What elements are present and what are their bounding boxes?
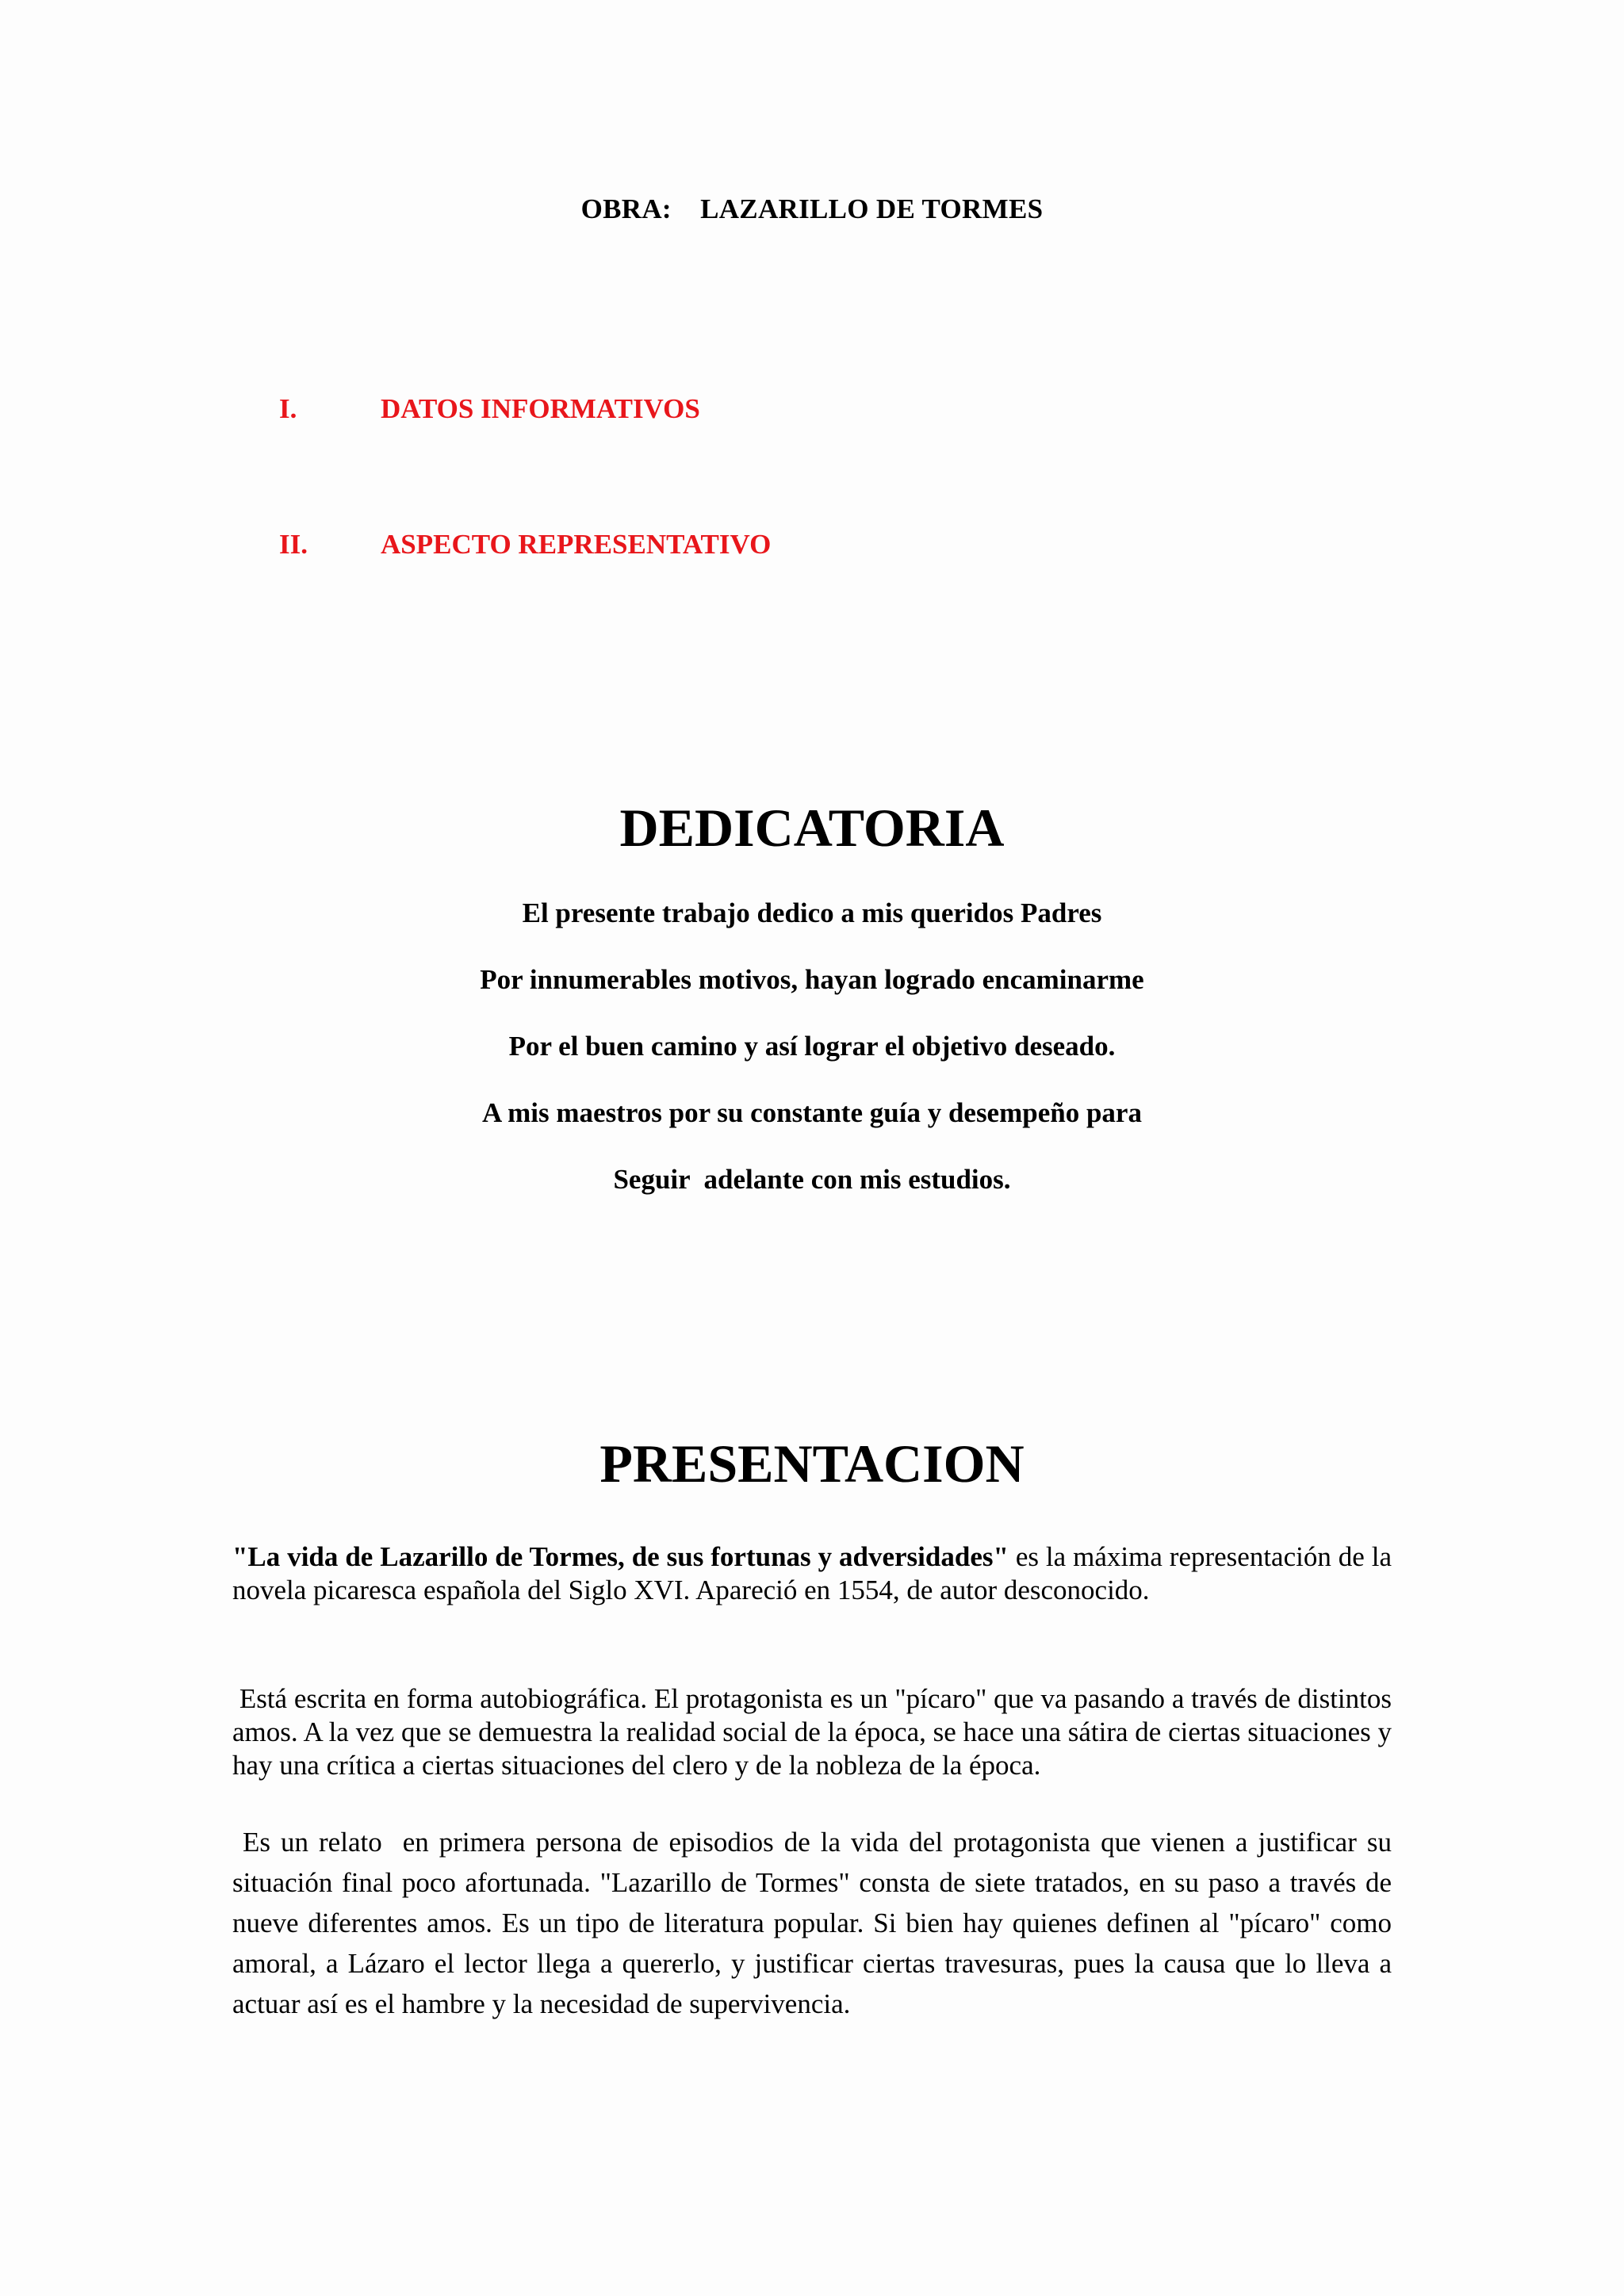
dedicatoria-heading: DEDICATORIA — [619, 798, 1005, 858]
dedicatoria-line: Por innumerables motivos, hayan logrado encaminarme — [480, 964, 1144, 995]
dedicatoria-line: A mis maestros por su constante guía y desempeño para — [482, 1097, 1142, 1128]
dedicatoria-line: Por el buen camino y así lograr el objetivo deseado. — [508, 1031, 1116, 1062]
book-title-bold: "La vida de Lazarillo de Tormes, de sus fortunas y adversidades" — [232, 1541, 1009, 1572]
section-label: ASPECTO REPRESENTATIVO — [381, 529, 772, 560]
dedicatoria-text — [0, 894, 1624, 1227]
section-number: I. — [279, 393, 297, 424]
presentacion-heading: PRESENTACION — [599, 1433, 1025, 1494]
section-label: DATOS INFORMATIVOS — [381, 393, 700, 424]
presentacion-paragraph-3: Es un relato en primera persona de episodios de la vida del protagonista que vienen a justificar su situación final poco afortunada. "Lazarillo de Tormes" consta de siete tratados, en su paso a través de nueve diferentes amos. Es un tipo de literatura popular. Si bien hay quienes definen al "pícaro" como amoral, a Lázaro el lector llega a quererlo, y justificar ciertas travesuras, pues la causa que lo lleva a actuar así es el hambre y la necesidad de supervivencia. — [232, 1827, 1399, 2019]
dedicatoria-line: El presente trabajo dedico a mis queridos Padres — [522, 897, 1102, 928]
presentacion-paragraph-2: Está escrita en forma autobiográfica. El protagonista es un "pícaro" que va pasando a través de distintos amos. A la vez que se demuestra la realidad social de la época, se hace una sátira de ciertas situaciones y hay una crítica a ciertas situaciones del clero y de la nobleza de la época. — [232, 1683, 1399, 1781]
section-number: II. — [279, 529, 308, 560]
section-item-aspecto-representativo — [279, 529, 771, 561]
paragraph-text: es la máxima representación de la novela picaresca española del Siglo XVI. Apareció en 1554, de autor desconocido. — [232, 1541, 1399, 1605]
section-item-datos-informativos — [279, 393, 700, 425]
obra-title: OBRA: LAZARILLO DE TORMES — [580, 193, 1044, 224]
presentacion-paragraph-1 — [232, 1540, 1399, 1607]
dedicatoria-line: Seguir adelante con mis estudios. — [613, 1164, 1011, 1195]
